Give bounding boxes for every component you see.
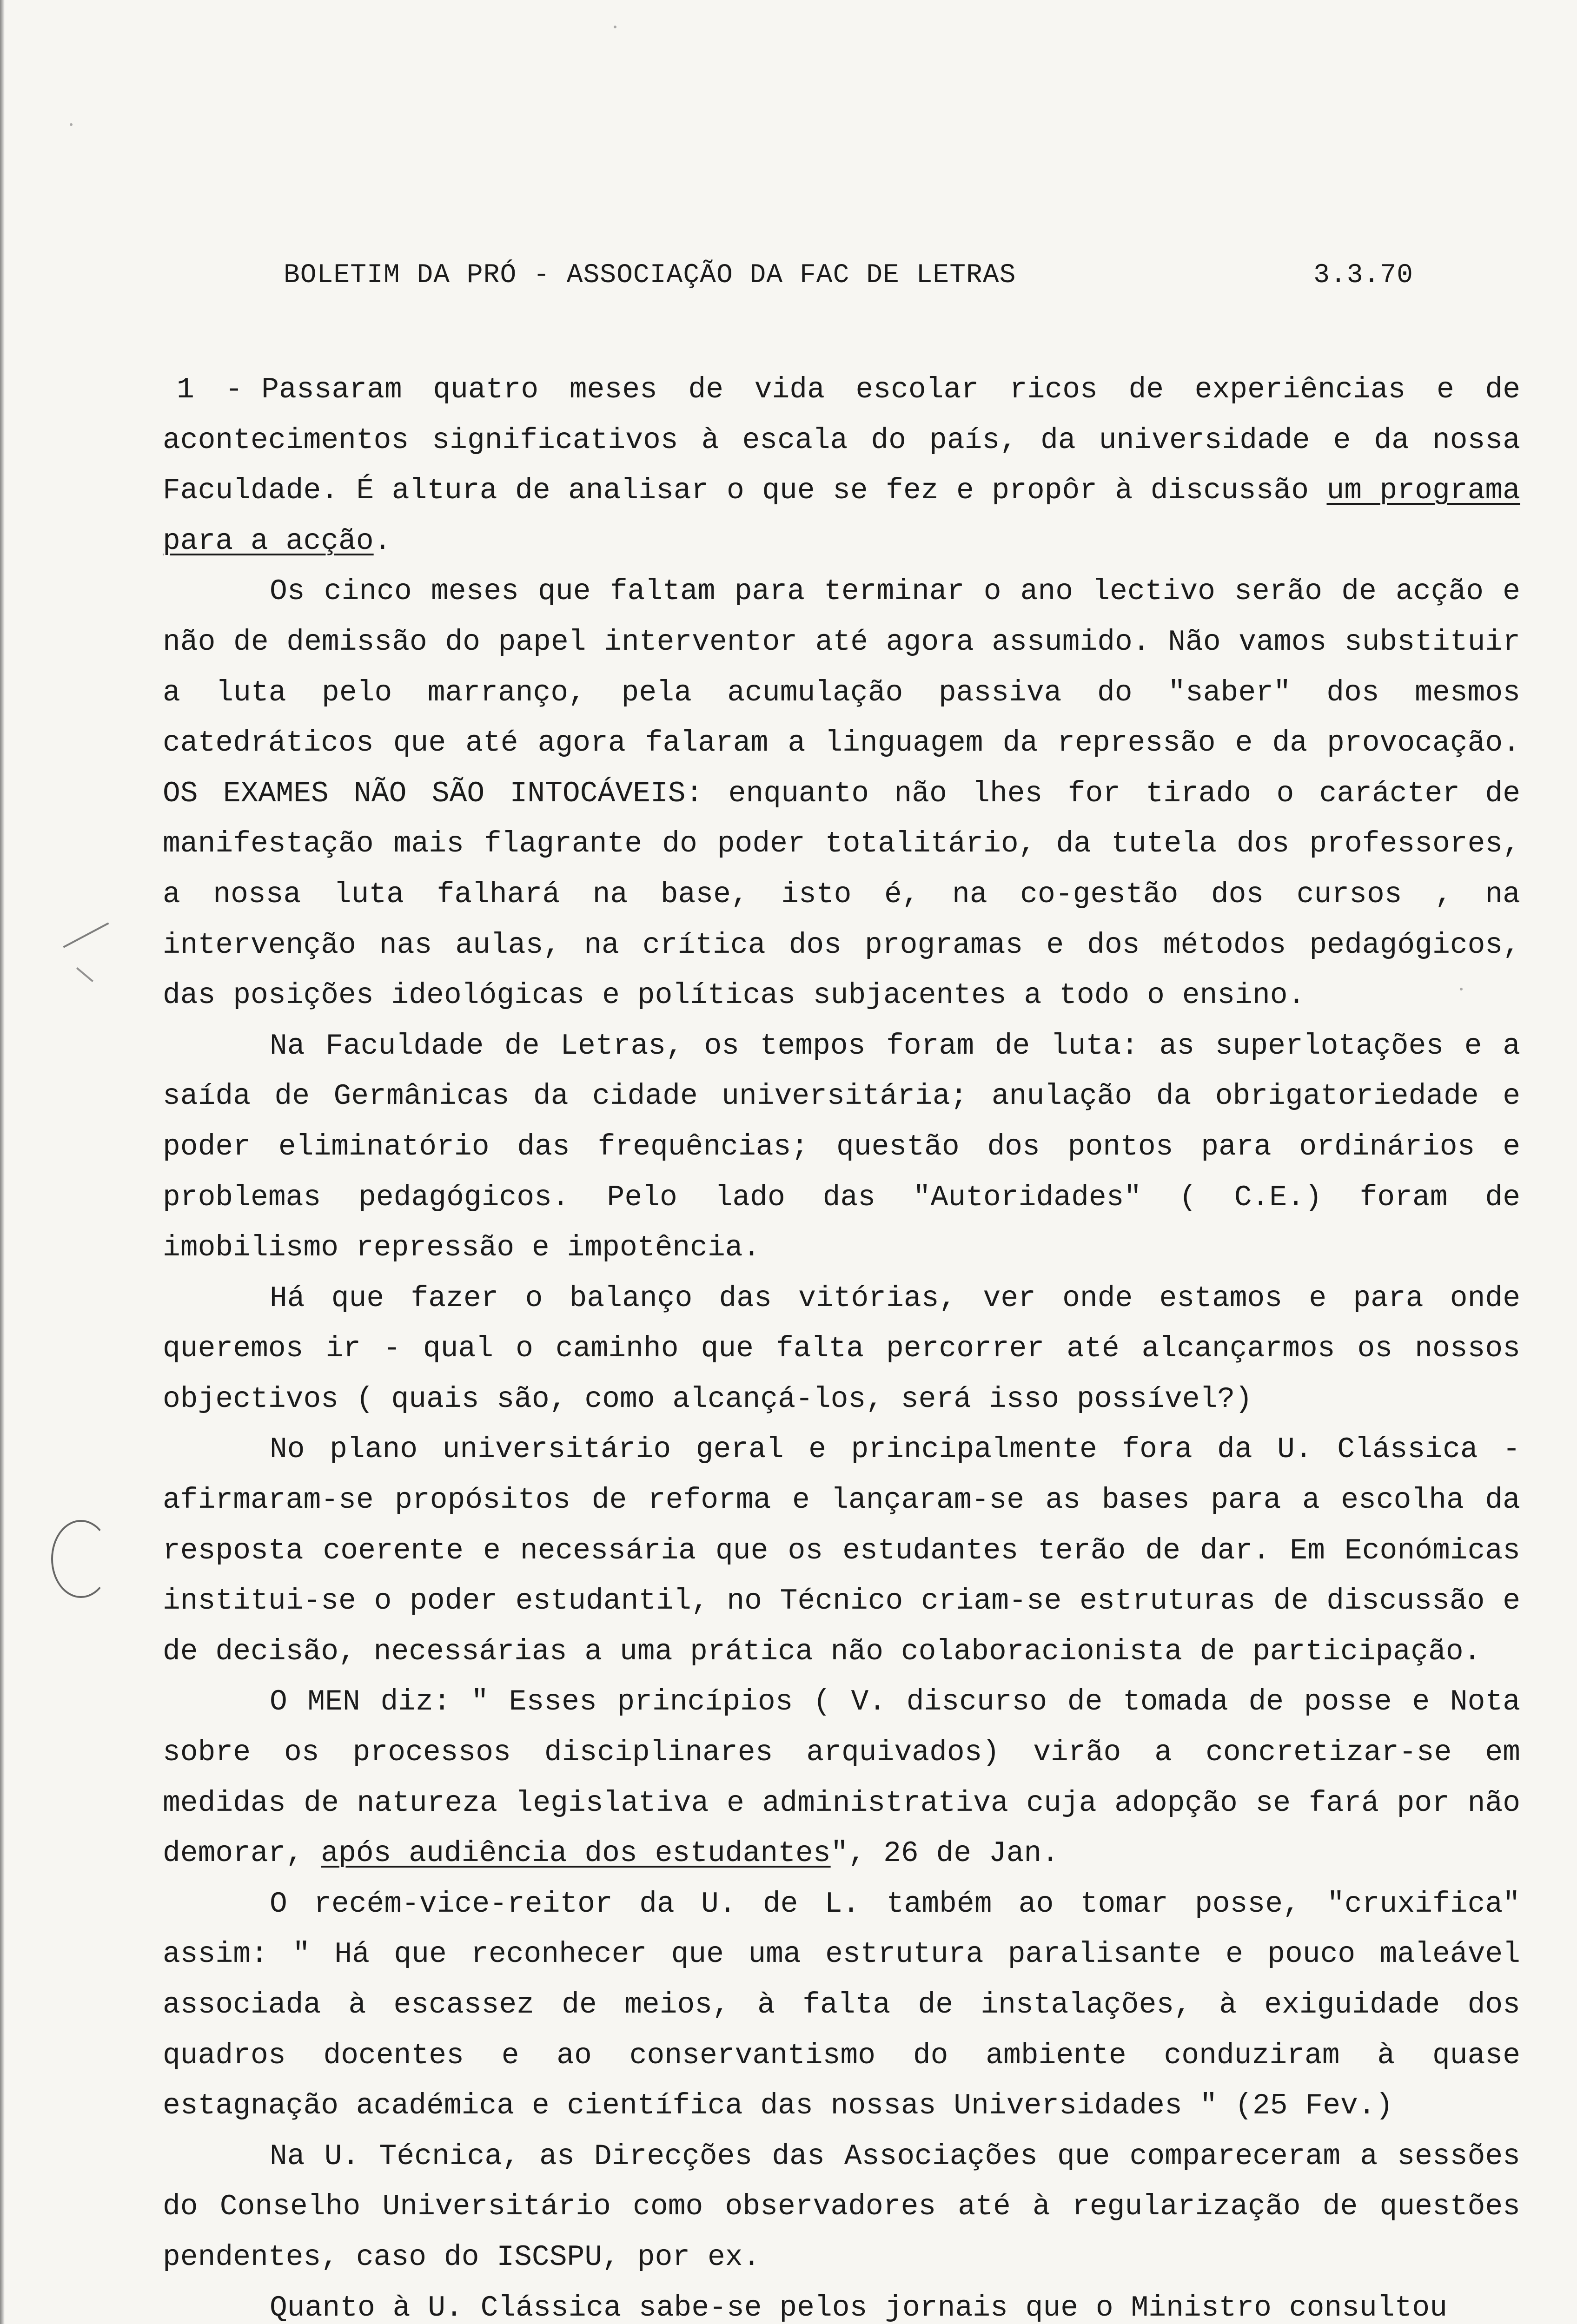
paragraph-1 (163, 365, 1520, 567)
scan-speck (614, 26, 616, 28)
document-header (284, 260, 1413, 302)
paragraph-8: Na U. Técnica, as Direcções das Associações que compareceram a sessões do Conselho Universitário como observadores até à regularização de questões pendentes, caso do ISCSPU, por ex. (163, 2139, 1520, 2274)
underlined-text: após audiência dos estudantes (321, 1837, 831, 1870)
document-body (163, 365, 1520, 2324)
header-date: 3.3.70 (1313, 260, 1413, 290)
paragraph-2: Os cinco meses que faltam para terminar o ano lectivo serão de acção e não de demissão do papel interventor até agora assumido. Não vamos substituir a luta pelo marranço, pela acumulação passiva do "saber" dos mesmos catedráticos que até agora falaram a linguagem da repressão e da provocação. OS EXAMES NÃO SÃO INTOCÁVEIS: enquanto não lhes for tirado o carácter de manifestação mais flagrante do poder totalitário, da tutela dos professores, a nossa luta falhará na base, isto é, na co-gestão dos cursos , na intervenção nas aulas, na crítica dos programas e dos métodos pedagógicos, das posições ideológicas e políticas subjacentes a todo o ensino. (163, 575, 1520, 1012)
header-title: BOLETIM DA PRÓ - ASSOCIAÇÃO DA FAC DE LETRAS (284, 260, 1016, 290)
paragraph-4: Há que fazer o balanço das vitórias, ver onde estamos e para onde queremos ir - qual o caminho que falta percorrer até alcançarmos os nossos objectivos ( quais são, como alcançá-los, será isso possível?) (163, 1281, 1520, 1416)
scan-speck (70, 123, 73, 126)
margin-pencil-mark (76, 967, 93, 982)
paragraph-number: 1 - (177, 373, 243, 406)
paragraph-6 (163, 1677, 1520, 1879)
paragraph-text: ", 26 de Jan. (830, 1837, 1060, 1870)
paragraph-text: . (373, 524, 391, 558)
paragraph-3: Na Faculdade de Letras, os tempos foram de luta: as superlotações e a saída de Germânicas da cidade universitária; anulação da obrigatoriedade e poder eliminatório das frequências; questão dos pontos para ordinários e problemas pedagógicos. Pelo lado das "Autoridades" ( C.E.) foram de imobilismo repressão e impotência. (163, 1029, 1520, 1265)
margin-pencil-mark (63, 922, 109, 948)
scan-left-edge (0, 0, 5, 2324)
punch-hole-mark (51, 1520, 111, 1598)
paragraph-text: Passaram quatro meses de vida escolar ricos de experiências e de acontecimentos significativos à escala do país, da universidade e da nossa Faculdade. É altura de analisar o que se fez e propôr à discussão (163, 373, 1521, 508)
paragraph-7: O recém-vice-reitor da U. de L. também ao tomar posse, "cruxifica" assim: " Há que reconhecer que uma estrutura paralisante e pouco maleável associada à escassez de meios, à falta de instalações, à exiguidade dos quadros docentes e ao conservantismo do ambiente conduziram à quase estagnação académica e científica das nossas Universidades " (25 Fev.) (163, 1887, 1520, 2123)
paragraph-text: O MEN diz: " Esses princípios ( V. discurso de tomada de posse e Nota sobre os processos disciplinares arquivados) virão a concretizar-se em medidas de natureza legislativa e administrativa cuja adopção se fará por não demorar, (163, 1685, 1520, 1870)
paragraph-9: Quanto à U. Clássica sabe-se pelos jornais que o Ministro consultou (270, 2291, 1448, 2324)
underlined-text: um programa para a acção (163, 474, 1520, 558)
paragraph-5: No plano universitário geral e principalmente fora da U. Clássica - afirmaram-se propósitos de reforma e lançaram-se as bases para a escolha da resposta coerente e necessária que os estudantes terão de dar. Em Económicas institui-se o poder estudantil, no Técnico criam-se estruturas de discussão e de decisão, necessárias a uma prática não colaboracionista de participação. (163, 1433, 1520, 1668)
